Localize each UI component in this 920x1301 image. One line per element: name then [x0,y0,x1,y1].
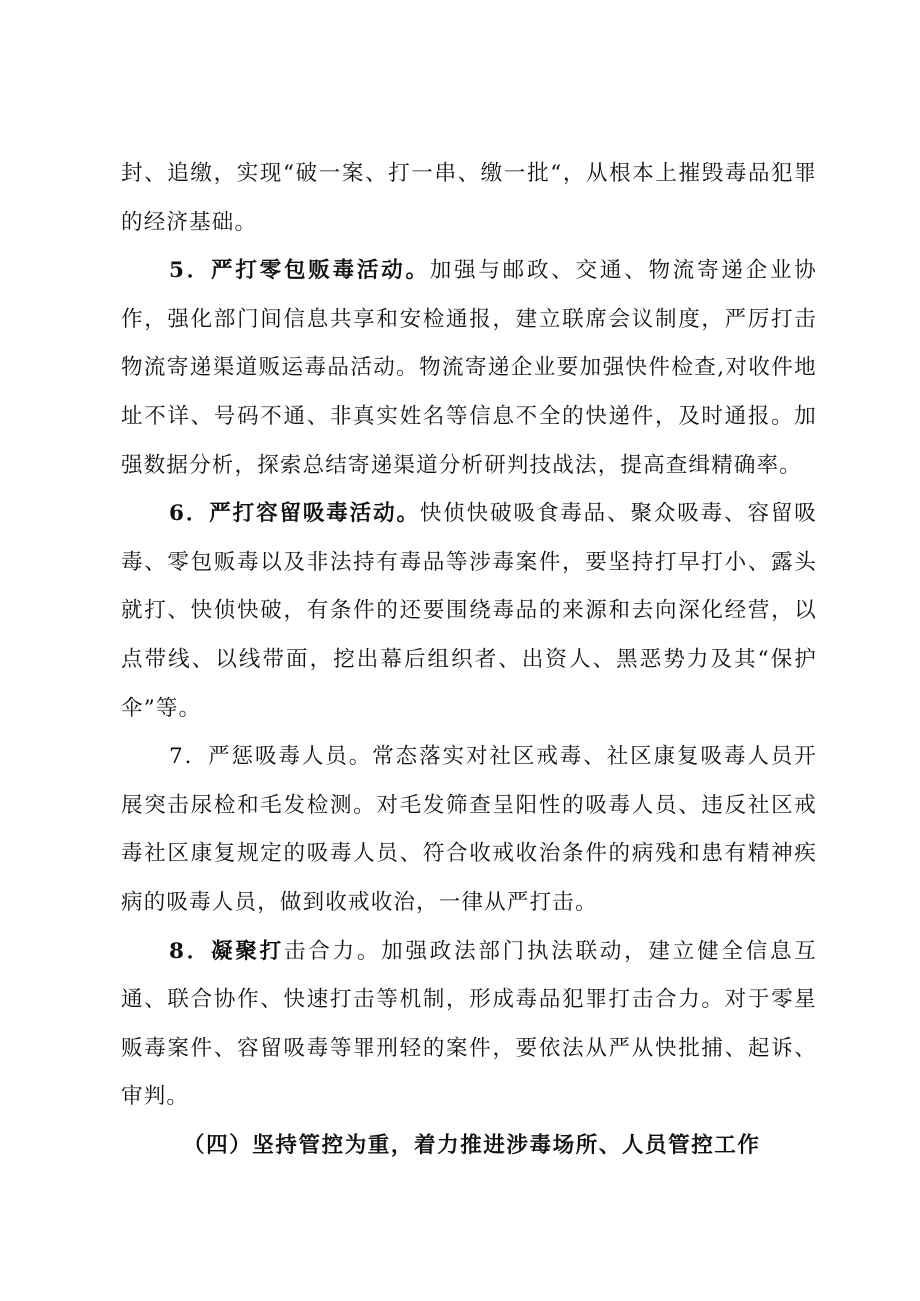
paragraph-text: 加强与邮政、交通、物流寄递企业协作，强化部门间信息共享和安检通报，建立联席会议制度，严厉打击物流寄递渠道贩运毒品活动。物流寄递企业要加强快件检查,对收件地址不详、号码不通、非真实姓名等信息不全的快递件，及时通报。加强数据分析，探索总结寄递渠道分析研判技战法，提高查缉精确率。 [121,258,817,478]
paragraph-lead: 5．严打零包贩毒活动。 [169,258,430,284]
paragraph-text: 7．严惩吸毒人员。常态落实对社区戒毒、社区康复吸毒人员开展突击尿检和毛发检测。对毛发筛查呈阳性的吸毒人员、违反社区戒毒社区康复规定的吸毒人员、符合收戒收治条件的病残和患有精神疾病的吸毒人员，做到收戒收治，一律从严打击。 [121,744,817,915]
paragraph-text: 快侦快破吸食毒品、聚众吸毒、容留吸毒、零包贩毒以及非法持有毒品等涉毒案件，要坚持打早打小、露头就打、快侦快破，有条件的还要围绕毒品的来源和去向深化经营，以点带线、以线带面，挖出幕后组织者、出资人、黑恶势力及其“保护伞”等。 [121,501,817,721]
paragraph-item-7 [121,733,817,927]
paragraph-text: 封、追缴，实现“破一案、打一串、缴一批“，从根本上摧毁毒品犯罪的经济基础。 [121,161,817,235]
document-body [121,150,817,1170]
paragraph-item-5 [121,247,817,490]
section-heading: （四）坚持管控为重，着力推进涉毒场所、人员管控工作 [183,1132,761,1158]
paragraph-text: 击合力。加强政法部门执法联动，建立健全信息互通、联合协作、快速打击等机制，形成毒品犯罪打击合力。对于零星贩毒案件、容留吸毒等罪刑轻的案件，要依法从严从快批捕、起诉、审判。 [121,938,817,1110]
paragraph-item-8 [121,928,817,1122]
paragraph-lead: 8．凝聚打 [169,938,284,964]
paragraph-continuation [121,150,817,247]
paragraph-item-6 [121,490,817,733]
paragraph-lead: 6．严打容留吸毒活动。 [169,501,420,527]
